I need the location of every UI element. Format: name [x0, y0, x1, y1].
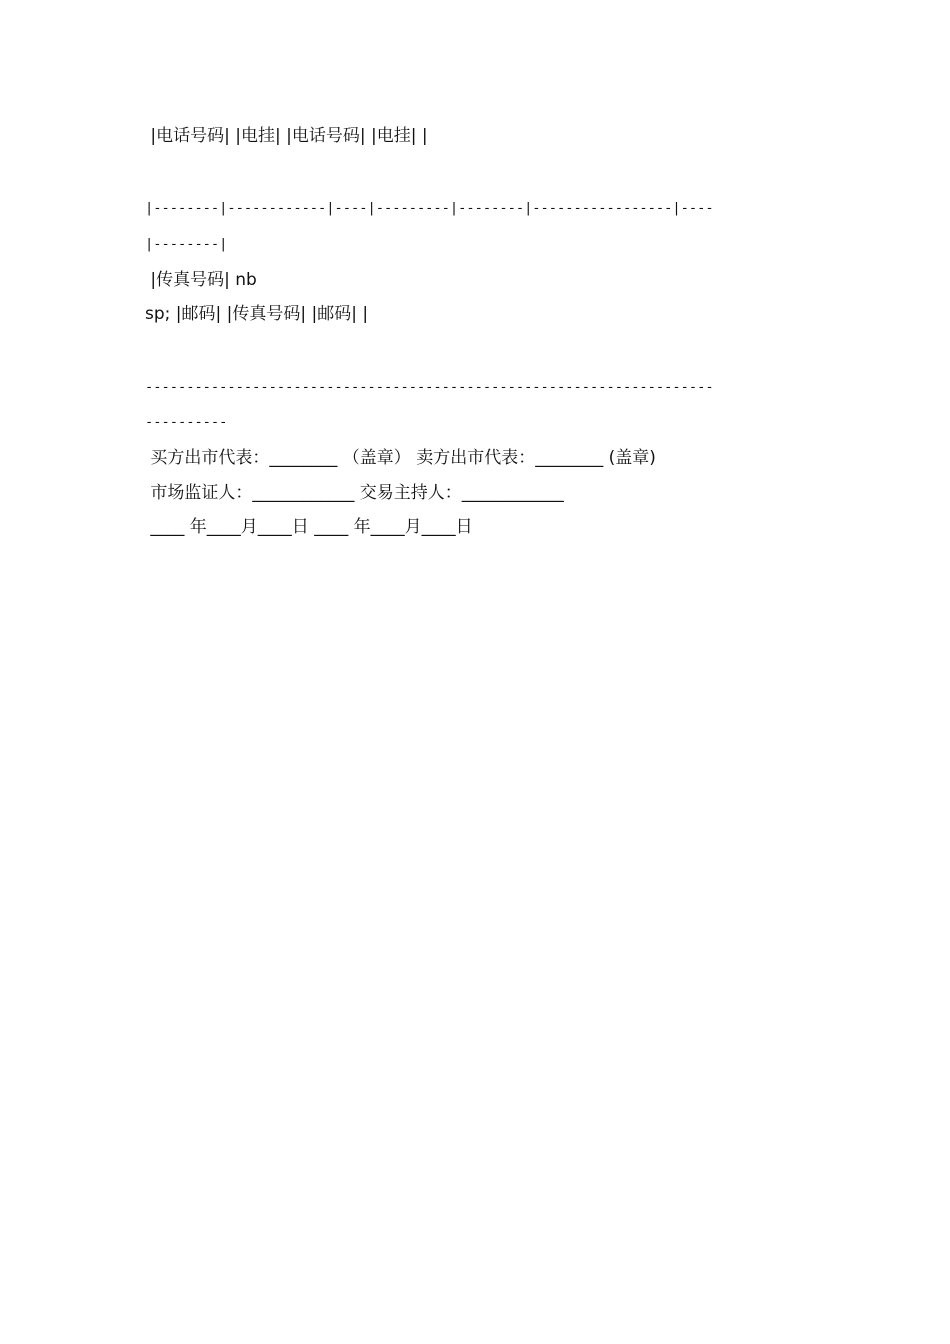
date-line: ____ 年____月____日 ____ 年____月____日: [145, 517, 473, 537]
table-divider-continuation: |--------|: [145, 236, 228, 252]
separator-line: ---------------------------------------------------------------------: [145, 379, 714, 395]
supervisor-host-line: 市场监证人：____________ 交易主持人：____________: [145, 483, 564, 503]
table-row-postcode: sp; |邮码| |传真号码| |邮码| |: [145, 304, 369, 324]
table-row-phone-cable: |电话号码| |电挂| |电话号码| |电挂| |: [145, 126, 428, 146]
representatives-signature-line: 买方出市代表：________ （盖章） 卖方出市代表：________ (盖章): [145, 448, 656, 468]
table-row-fax: |传真号码| nb: [145, 270, 257, 290]
table-divider-line: |--------|------------|----|---------|--------|-----------------|----: [145, 200, 714, 216]
separator-continuation: ----------: [145, 414, 228, 430]
